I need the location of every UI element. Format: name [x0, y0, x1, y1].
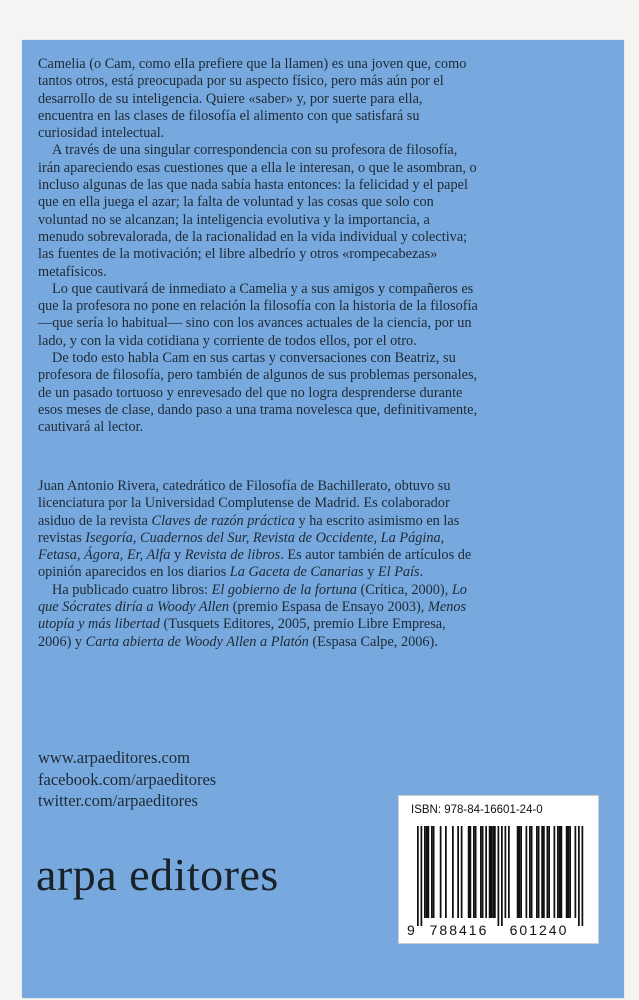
barcode-bar	[494, 826, 496, 918]
bio-paragraph-2	[38, 582, 478, 651]
barcode-bar	[538, 826, 540, 918]
barcode-bar	[417, 826, 419, 926]
italic-title: El gobierno de la fortuna	[211, 581, 357, 598]
barcode-bar	[485, 826, 487, 918]
text-span: (Espasa Calpe, 2006).	[308, 633, 438, 650]
italic-title: El País	[377, 564, 420, 581]
barcode-bar	[491, 826, 493, 918]
text-span: y	[170, 547, 185, 564]
web-links	[38, 747, 216, 812]
bio-paragraph-1	[38, 478, 478, 582]
author-bio	[38, 478, 478, 651]
barcode-bar	[541, 826, 543, 918]
synopsis-paragraph-1	[38, 56, 478, 142]
text-span: . Es autor también de artículos de opinión aparecidos en los diarios	[38, 547, 472, 581]
barcode-bar	[501, 826, 503, 926]
barcode-bar	[473, 826, 475, 918]
italic-title: Revista de libros	[184, 547, 281, 564]
text-span: Camelia (o Cam, como ella prefiere que la llamen) es una joven que, como tantos otros, está preocupada por su aspecto físico, pero más aún por el desarrollo de su inteligencia. Quiere	[38, 56, 467, 107]
barcode-bar	[543, 826, 545, 918]
barcode-bar	[457, 826, 459, 918]
barcode-bar	[520, 826, 522, 918]
text-span: Ha publicado cuatro libros:	[52, 581, 212, 598]
barcode-bar	[461, 826, 463, 918]
text-span: y ha escrito asimismo en las revistas	[38, 512, 460, 546]
barcode-bar	[531, 826, 533, 918]
barcode-bar	[452, 826, 454, 918]
text-span: (Tusquets Editores, 2005, premio Libre Empresa, 2006) y	[38, 616, 446, 650]
synopsis-paragraph-3: Lo que cautivará de inmediato a Camelia y a sus amigos y compañeros es que la profesora no pone en relación la filosofía con la historia de la filosofía —que sería lo habitual— sino con los avances actuales de la ciencia, por un lado, y con la vida cotidiana y corriente de todos ellos, por el otro.	[38, 280, 478, 349]
barcode-bar	[440, 826, 442, 918]
barcode-bar	[557, 826, 559, 918]
text-span: Juan Antonio Rivera, catedrático de Filosofía de Bachillerato, obtuvo su licenciatura por la Universidad Complutense de Madrid. Es colaborador asiduo de la revista	[38, 478, 451, 529]
barcode-bar	[505, 826, 507, 918]
barcode-bar	[492, 826, 494, 918]
publisher-logo: arpa editores	[36, 849, 279, 900]
barcode-bar	[517, 826, 519, 918]
italic-title: Isegoría, Cuadernos del Sur, Revista de Occidente, La Página, Fetasa, Ágora, Er, Alfa	[38, 529, 445, 564]
barcode-bar	[424, 826, 426, 918]
barcode-bar	[470, 826, 472, 918]
barcode-left-digits: 788416	[429, 922, 489, 938]
barcode-bar	[547, 826, 549, 918]
isbn-label: ISBN: 978-84-16601-24-0	[411, 804, 543, 816]
barcode-bar	[426, 826, 428, 918]
barcode-bar	[582, 826, 584, 926]
barcode-bar	[526, 826, 528, 918]
text-span: (premio Espasa de Ensayo 2003),	[229, 599, 428, 616]
barcode-bar	[489, 826, 491, 918]
barcode-bar	[559, 826, 561, 918]
barcode-bar	[445, 826, 447, 918]
italic-title: Claves de razón práctica	[151, 512, 295, 529]
barcode-bar	[428, 826, 430, 918]
barcode-lead-digit: 9	[407, 922, 415, 938]
barcode-bar	[519, 826, 521, 918]
barcode-bar	[568, 826, 570, 918]
text-span: «saber»	[248, 90, 293, 107]
barcode-bar	[480, 826, 482, 918]
text-span: y, por suerte para ella, encuentra en las clases de filosofía el alimento con que satisfará su curiosidad intelectual.	[38, 90, 423, 142]
italic-title: La Gaceta de Canarias	[229, 564, 364, 581]
italic-title: Lo que Sócrates diría a Woody Allen	[38, 581, 467, 616]
barcode-bar	[431, 826, 433, 918]
barcode-bar	[421, 826, 423, 926]
barcode-bar	[468, 826, 470, 918]
synopsis-paragraph-2: A través de una singular correspondencia con su profesora de filosofía, irán apareciendo esas cuestiones que a ella le interesan, o que le asombran, o incluso algunas de las que nada sabía hasta entonces: la felicidad y el papel que en ella juega el azar; la falta de voluntad y las cosas que solo con voluntad no se alcanzan; la inteligencia evolutiva y la importancia, a menudo sobrevalorada, de la racionalidad en la vida individual y colectiva; las fuentes de la motivación; el libre albedrío y otros «rompecabezas» metafísicos.	[38, 142, 477, 280]
barcode-bar	[482, 826, 484, 918]
barcode-icon	[399, 796, 598, 943]
barcode-bar	[475, 826, 477, 918]
barcode-bar	[566, 826, 568, 918]
text-span: y	[363, 564, 378, 581]
barcode-bar	[498, 826, 500, 926]
barcode-bar	[529, 826, 531, 918]
synopsis-paragraph-4: De todo esto habla Cam en sus cartas y conversaciones con Beatriz, su profesora de filosofía, pero también de algunos de sus problemas personales, de un pasado tortuoso y enrevesado del que no logra desprenderse durante esos meses de clase, dando paso a una trama novelesca que, definitivamente, cautivará al lector.	[38, 350, 478, 436]
text-span: (Crítica, 2000),	[356, 581, 452, 598]
twitter-link[interactable]: twitter.com/arpaeditores	[38, 791, 198, 810]
barcode-bar	[575, 826, 577, 918]
barcode-bar	[554, 826, 556, 918]
barcode-bar	[578, 826, 580, 926]
italic-title: Carta abierta de Woody Allen a Platón	[85, 633, 309, 650]
barcode-box	[398, 795, 599, 944]
barcode-bar	[561, 826, 563, 918]
barcode-right-digits: 601240	[509, 922, 569, 938]
barcode-bar	[569, 826, 571, 918]
synopsis-text	[38, 56, 478, 437]
italic-title: Menos utopía y más libertad	[38, 599, 467, 633]
facebook-link[interactable]: facebook.com/arpaeditores	[38, 769, 217, 789]
barcode-bar	[433, 826, 435, 918]
barcode-bar	[536, 826, 538, 918]
text-span: .	[419, 564, 424, 581]
barcode-bar	[548, 826, 550, 918]
website-link[interactable]: www.arpaeditores.com	[38, 748, 190, 767]
barcode-bar	[508, 826, 510, 918]
